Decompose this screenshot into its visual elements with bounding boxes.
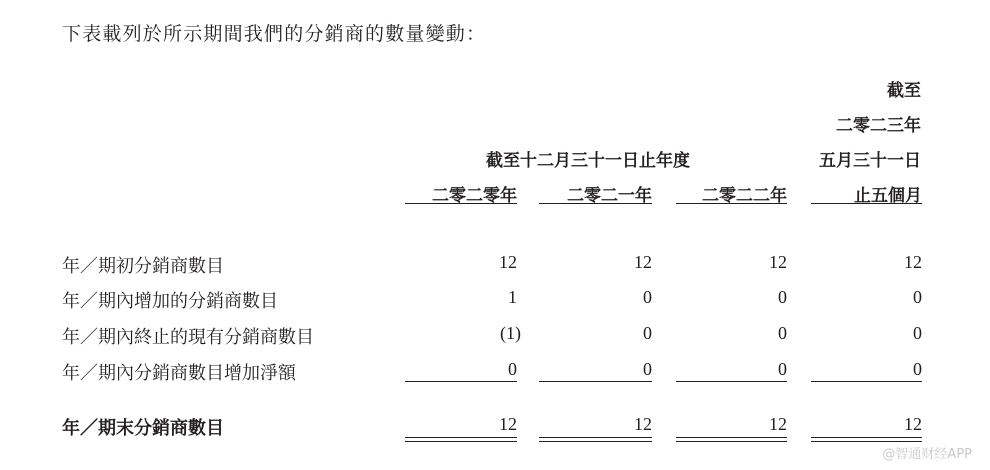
total-double-underline bbox=[539, 437, 652, 442]
header-as-of: 截至 bbox=[887, 81, 921, 101]
row-label-net-increase: 年／期內分銷商數目增加淨額 bbox=[62, 363, 296, 384]
table-cell: 0 bbox=[643, 287, 652, 307]
column-header-underline bbox=[539, 203, 652, 204]
total-double-underline bbox=[405, 437, 517, 442]
table-cell: 0 bbox=[778, 323, 787, 343]
table-cell: 0 bbox=[508, 359, 517, 379]
row-label-added: 年／期內增加的分銷商數目 bbox=[62, 291, 278, 312]
subtotal-underline bbox=[811, 381, 922, 382]
column-header-underline bbox=[811, 203, 922, 204]
table-cell: (1) bbox=[500, 323, 521, 343]
total-double-underline bbox=[811, 437, 922, 442]
table-cell: 12 bbox=[634, 252, 652, 272]
watermark: @智通财经APP bbox=[882, 447, 972, 462]
intro-text: 下表載列於所示期間我們的分銷商的數量變動： bbox=[62, 23, 487, 45]
table-cell-total: 12 bbox=[499, 414, 517, 434]
column-header-underline bbox=[676, 203, 787, 204]
header-may31: 五月三十一日 bbox=[819, 151, 921, 171]
column-header-2020: 二零二零年 bbox=[432, 186, 517, 206]
column-header-underline bbox=[405, 203, 517, 204]
table-cell: 12 bbox=[769, 252, 787, 272]
table-cell: 12 bbox=[499, 252, 517, 272]
table-cell-total: 12 bbox=[634, 414, 652, 434]
table-cell: 0 bbox=[913, 287, 922, 307]
table-cell: 12 bbox=[904, 252, 922, 272]
table-cell: 0 bbox=[778, 359, 787, 379]
table-cell: 0 bbox=[778, 287, 787, 307]
table-cell: 1 bbox=[508, 287, 517, 307]
table-cell: 0 bbox=[643, 323, 652, 343]
row-label-opening: 年／期初分銷商數目 bbox=[62, 256, 224, 277]
subtotal-underline bbox=[676, 381, 787, 382]
table-cell: 0 bbox=[913, 359, 922, 379]
subtotal-underline bbox=[539, 381, 652, 382]
table-cell-total: 12 bbox=[769, 414, 787, 434]
column-header-2022: 二零二二年 bbox=[702, 186, 787, 206]
table-cell: 0 bbox=[643, 359, 652, 379]
column-header-5m-2023: 止五個月 bbox=[854, 186, 922, 206]
total-double-underline bbox=[676, 437, 787, 442]
row-label-closing: 年／期末分銷商數目 bbox=[62, 418, 224, 439]
table-cell-total: 12 bbox=[904, 414, 922, 434]
subtotal-underline bbox=[405, 381, 517, 382]
header-year-2023: 二零二三年 bbox=[836, 116, 921, 136]
table-cell: 0 bbox=[913, 323, 922, 343]
row-label-terminated: 年／期內終止的現有分銷商數目 bbox=[62, 327, 314, 348]
column-header-2021: 二零二一年 bbox=[567, 186, 652, 206]
header-fy-span: 截至十二月三十一日止年度 bbox=[486, 151, 690, 171]
